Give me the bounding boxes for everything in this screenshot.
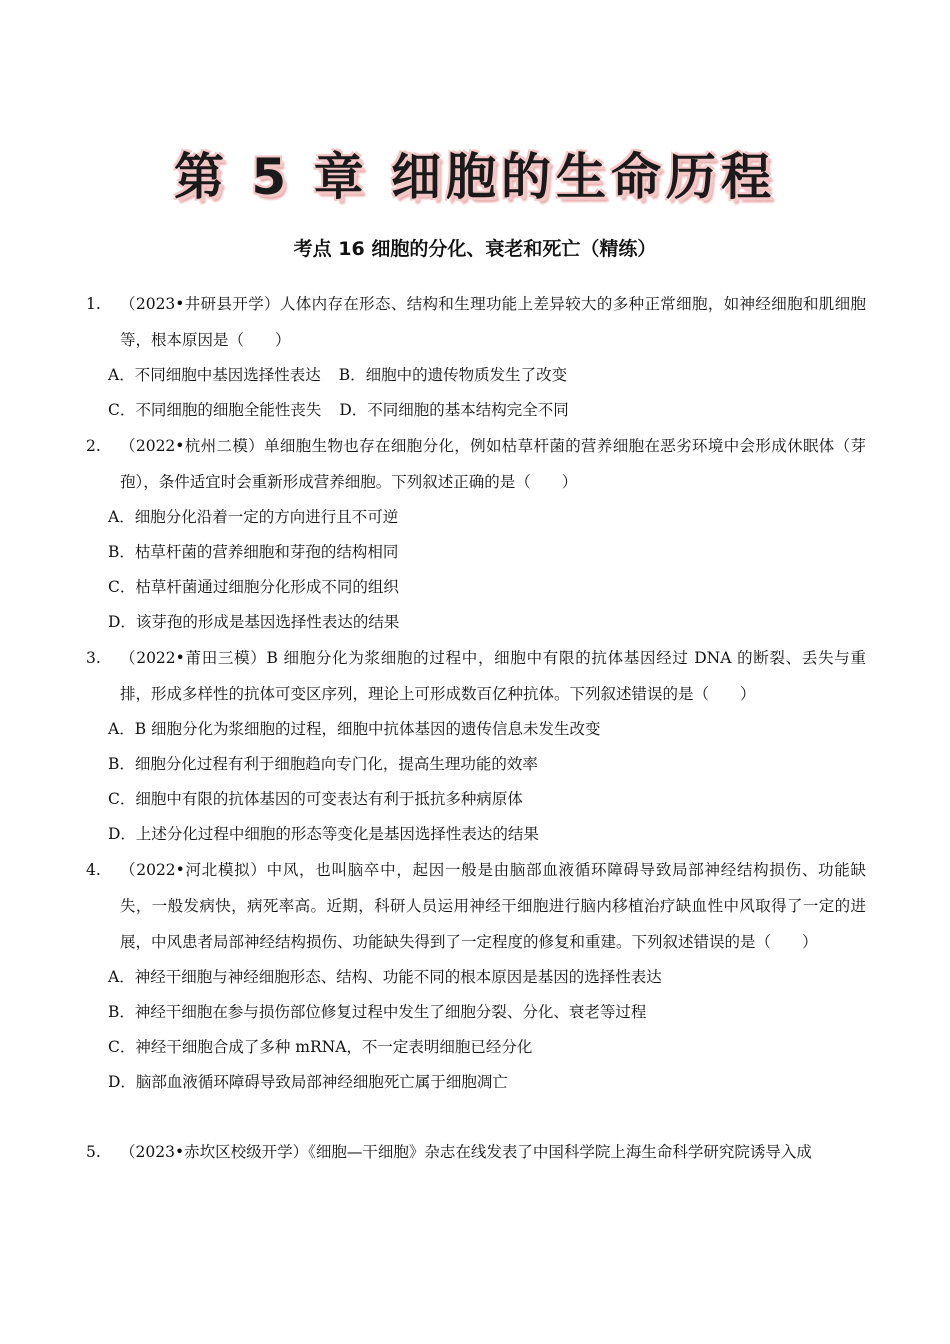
option-row [108,358,866,393]
question-stem [86,286,866,358]
question-5 [86,1134,866,1170]
question-number: 2. [86,437,101,455]
option-a: A．不同细胞中基因选择性表达 [108,366,321,384]
option-c: C．枯草杆菌通过细胞分化形成不同的组织 [108,578,399,596]
option-b: B．枯草杆菌的营养细胞和芽孢的结构相同 [108,543,399,561]
question-stem [86,1134,866,1170]
option-list [86,712,866,852]
question-stem [86,428,866,500]
option-d: D．上述分化过程中细胞的形态等变化是基因选择性表达的结果 [108,825,539,843]
option-row [108,393,866,428]
option-list [86,500,866,640]
question-2 [86,428,866,640]
question-stem [86,852,866,960]
option-d: D．脑部血液循环障碍导致局部神经细胞死亡属于细胞凋亡 [108,1073,508,1091]
question-text: （2023•井研县开学）人体内存在形态、结构和生理功能上差异较大的多种正常细胞，如神经细胞和肌细胞等，根本原因是（ ） [120,295,866,349]
question-number: 1. [86,295,101,313]
option-a: A．B 细胞分化为浆细胞的过程，细胞中抗体基因的遗传信息未发生改变 [108,720,601,738]
question-stem [86,640,866,712]
option-a: A．神经干细胞与神经细胞形态、结构、功能不同的根本原因是基因的选择性表达 [108,968,662,986]
question-4 [86,852,866,1100]
option-b: B．神经干细胞在参与损伤部位修复过程中发生了细胞分裂、分化、衰老等过程 [108,1003,647,1021]
question-text: （2022•河北模拟）中风，也叫脑卒中，起因一般是由脑部血液循环障碍导致局部神经结构损伤、功能缺失，一般发病快，病死率高。近期，科研人员运用神经干细胞进行脑内移植治疗缺血性中风取得了一定的进展，中风患者局部神经结构损伤、功能缺失得到了一定程度的修复和重建。下列叙述错误的是（ ） [120,861,866,951]
spacer [86,1100,866,1134]
question-text: （2023•赤坎区校级开学）《细胞—干细胞》杂志在线发表了中国科学院上海生命科学研究院诱导入成 [120,1143,812,1161]
question-3 [86,640,866,852]
option-b: B．细胞中的遗传物质发生了改变 [338,366,568,384]
option-d: D．该芽孢的形成是基因选择性表达的结果 [108,613,400,631]
option-list [86,358,866,428]
option-c: C．细胞中有限的抗体基因的可变表达有利于抵抗多种病原体 [108,790,523,808]
option-d: D．不同细胞的基本结构完全不同 [339,401,569,419]
question-text: （2022•杭州二模）单细胞生物也存在细胞分化，例如枯草杆菌的营养细胞在恶劣环境中会形成休眠体（芽孢），条件适宜时会重新形成营养细胞。下列叙述正确的是（ ） [120,437,866,491]
option-c: C．神经干细胞合成了多种 mRNA，不一定表明细胞已经分化 [108,1038,533,1056]
section-title: 考点 16 细胞的分化、衰老和死亡（精练） [293,238,657,260]
option-a: A．细胞分化沿着一定的方向进行且不可逆 [108,508,399,526]
chapter-title: 第 5 章 细胞的生命历程 [173,148,776,206]
question-text: （2022•莆田三模）B 细胞分化为浆细胞的过程中，细胞中有限的抗体基因经过 DNA 的断裂、丢失与重排，形成多样性的抗体可变区序列，理论上可形成数百亿种抗体。下列叙述错误的是（ ） [120,649,866,703]
question-number: 3. [86,649,101,667]
question-1 [86,286,866,428]
question-number: 4. [86,861,101,879]
option-b: B．细胞分化过程有利于细胞趋向专门化，提高生理功能的效率 [108,755,538,773]
question-list [86,286,866,1170]
option-c: C．不同细胞的细胞全能性丧失 [108,401,322,419]
option-list [86,960,866,1100]
question-number: 5. [86,1143,101,1161]
